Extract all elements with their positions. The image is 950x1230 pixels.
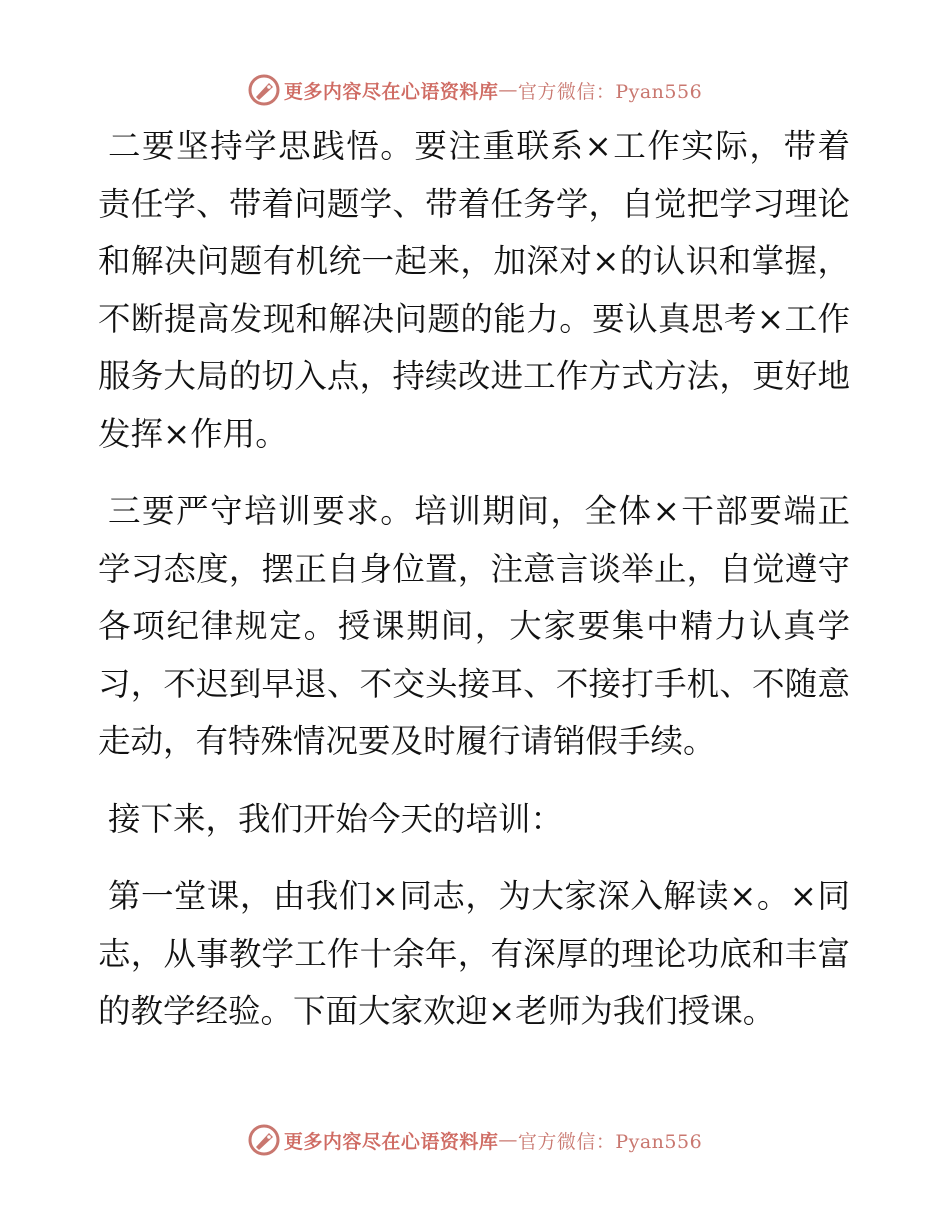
watermark-site: 更多内容尽在心语资料库: [283, 1130, 499, 1153]
watermark-wechat: 官方微信：Pyan556: [517, 1130, 703, 1153]
watermark-site: 更多内容尽在心语资料库: [283, 80, 499, 103]
footer-watermark: [0, 1120, 950, 1160]
paragraph: 接下来，我们开始今天的培训：: [108, 799, 564, 838]
watermark-separator: —: [498, 79, 518, 101]
watermark-separator: —: [498, 1129, 518, 1151]
pen-nib-logo-icon: [248, 1124, 280, 1156]
watermark-wechat: 官方微信：Pyan556: [517, 80, 703, 103]
body-text: [98, 118, 850, 1061]
paragraph: 第一堂课，由我们×同志，为大家深入解读×。×同志，从事教学工作十余年，有深厚的理论功底和丰富的教学经验。下面大家欢迎×老师为我们授课。: [98, 877, 850, 1030]
pen-nib-logo-icon: [248, 74, 280, 106]
paragraph: 三要严守培训要求。培训期间，全体×干部要端正学习态度，摆正自身位置，注意言谈举止，自觉遵守各项纪律规定。授课期间，大家要集中精力认真学习，不迟到早退、不交头接耳、不接打手机、不随意走动，有特殊情况要及时履行请销假手续。: [98, 492, 850, 760]
paragraph: 二要坚持学思践悟。要注重联系×工作实际，带着责任学、带着问题学、带着任务学，自觉把学习理论和解决问题有机统一起来，加深对×的认识和掌握，不断提高发现和解决问题的能力。要认真思考×工作服务大局的切入点，持续改进工作方式方法，更好地发挥×作用。: [98, 127, 850, 453]
header-watermark: [0, 70, 950, 110]
